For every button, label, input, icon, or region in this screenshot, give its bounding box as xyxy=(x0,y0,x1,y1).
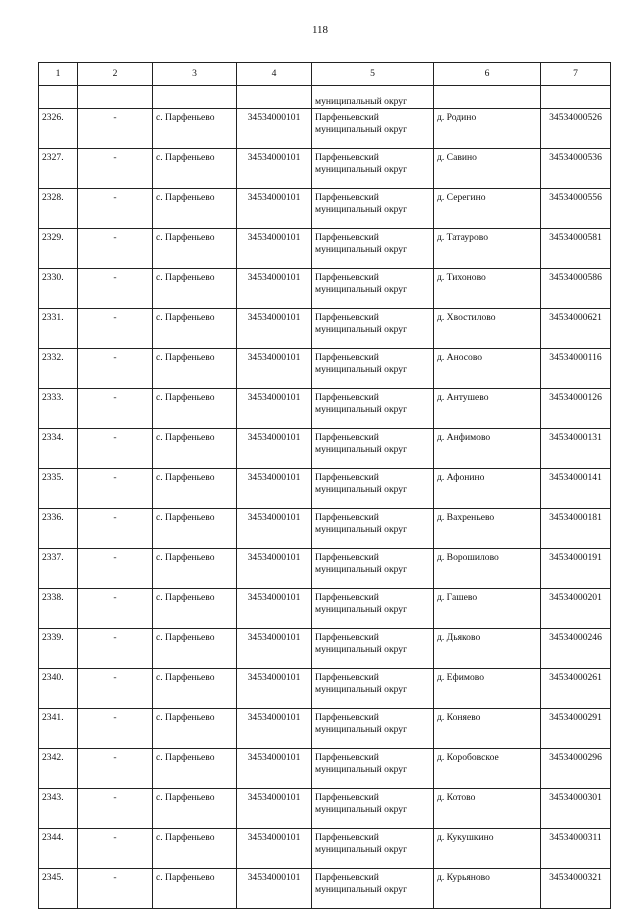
settlement-cell: с. Парфеньево xyxy=(153,269,237,309)
place-cell: д. Афонино xyxy=(434,469,541,509)
settlement-cell: с. Парфеньево xyxy=(153,869,237,909)
table-row xyxy=(39,349,611,389)
district-cell: Парфеньевский муниципальный округ xyxy=(312,189,434,229)
continuation-cell xyxy=(541,86,611,109)
row-number-cell: 2345. xyxy=(39,869,78,909)
table-row xyxy=(39,229,611,269)
settlement-code-cell: 34534000101 xyxy=(237,189,312,229)
settlement-code-cell: 34534000101 xyxy=(237,149,312,189)
settlement-cell: с. Парфеньево xyxy=(153,549,237,589)
place-cell: д. Анфимово xyxy=(434,429,541,469)
settlement-cell: с. Парфеньево xyxy=(153,389,237,429)
header-cell-7: 7 xyxy=(541,63,611,86)
settlement-cell: с. Парфеньево xyxy=(153,749,237,789)
settlement-code-cell: 34534000101 xyxy=(237,429,312,469)
table-row xyxy=(39,709,611,749)
row-number-cell: 2332. xyxy=(39,349,78,389)
table-row xyxy=(39,589,611,629)
table-row xyxy=(39,749,611,789)
settlement-code-cell: 34534000101 xyxy=(237,749,312,789)
column-2-cell: - xyxy=(78,709,153,749)
place-code-cell: 34534000296 xyxy=(541,749,611,789)
table-row xyxy=(39,469,611,509)
settlement-code-cell: 34534000101 xyxy=(237,469,312,509)
settlement-cell: с. Парфеньево xyxy=(153,829,237,869)
table-body xyxy=(39,86,611,909)
table-row xyxy=(39,829,611,869)
district-cell: Парфеньевский муниципальный округ xyxy=(312,429,434,469)
column-2-cell: - xyxy=(78,109,153,149)
table-row xyxy=(39,109,611,149)
column-2-cell: - xyxy=(78,429,153,469)
table-row xyxy=(39,869,611,909)
district-cell: Парфеньевский муниципальный округ xyxy=(312,229,434,269)
settlement-cell: с. Парфеньево xyxy=(153,309,237,349)
column-2-cell: - xyxy=(78,509,153,549)
district-cell: Парфеньевский муниципальный округ xyxy=(312,509,434,549)
page-number: 118 xyxy=(311,24,329,36)
place-cell: д. Аносово xyxy=(434,349,541,389)
settlement-cell: с. Парфеньево xyxy=(153,509,237,549)
continuation-cell xyxy=(78,86,153,109)
place-cell: д. Ефимово xyxy=(434,669,541,709)
continuation-row xyxy=(39,86,611,109)
settlement-code-cell: 34534000101 xyxy=(237,269,312,309)
column-2-cell: - xyxy=(78,789,153,829)
column-2-cell: - xyxy=(78,589,153,629)
place-code-cell: 34534000311 xyxy=(541,829,611,869)
district-cell: Парфеньевский муниципальный округ xyxy=(312,709,434,749)
table-row xyxy=(39,509,611,549)
row-number-cell: 2328. xyxy=(39,189,78,229)
row-number-cell: 2327. xyxy=(39,149,78,189)
settlement-cell: с. Парфеньево xyxy=(153,469,237,509)
settlement-code-cell: 34534000101 xyxy=(237,509,312,549)
place-cell: д. Татаурово xyxy=(434,229,541,269)
place-cell: д. Вахреньево xyxy=(434,509,541,549)
header-cell-3: 3 xyxy=(153,63,237,86)
district-cell: Парфеньевский муниципальный округ xyxy=(312,589,434,629)
place-cell: д. Хвостилово xyxy=(434,309,541,349)
place-code-cell: 34534000621 xyxy=(541,309,611,349)
continuation-district-cell: муниципальный округ xyxy=(312,86,434,109)
column-2-cell: - xyxy=(78,269,153,309)
settlement-code-cell: 34534000101 xyxy=(237,829,312,869)
place-code-cell: 34534000261 xyxy=(541,669,611,709)
place-code-cell: 34534000246 xyxy=(541,629,611,669)
table-header xyxy=(39,63,611,86)
column-2-cell: - xyxy=(78,829,153,869)
row-number-cell: 2331. xyxy=(39,309,78,349)
row-number-cell: 2338. xyxy=(39,589,78,629)
row-number-cell: 2337. xyxy=(39,549,78,589)
district-cell: Парфеньевский муниципальный округ xyxy=(312,829,434,869)
settlement-code-cell: 34534000101 xyxy=(237,309,312,349)
settlement-code-cell: 34534000101 xyxy=(237,229,312,269)
place-code-cell: 34534000131 xyxy=(541,429,611,469)
header-cell-2: 2 xyxy=(78,63,153,86)
settlement-cell: с. Парфеньево xyxy=(153,189,237,229)
place-cell: д. Антушево xyxy=(434,389,541,429)
row-number-cell: 2330. xyxy=(39,269,78,309)
place-cell: д. Савино xyxy=(434,149,541,189)
settlement-cell: с. Парфеньево xyxy=(153,589,237,629)
column-2-cell: - xyxy=(78,189,153,229)
settlement-code-cell: 34534000101 xyxy=(237,789,312,829)
row-number-cell: 2329. xyxy=(39,229,78,269)
place-code-cell: 34534000181 xyxy=(541,509,611,549)
row-number-cell: 2344. xyxy=(39,829,78,869)
row-number-cell: 2341. xyxy=(39,709,78,749)
row-number-cell: 2340. xyxy=(39,669,78,709)
district-cell: Парфеньевский муниципальный округ xyxy=(312,629,434,669)
settlement-cell: с. Парфеньево xyxy=(153,109,237,149)
settlement-code-cell: 34534000101 xyxy=(237,109,312,149)
place-cell: д. Коробовское xyxy=(434,749,541,789)
column-2-cell: - xyxy=(78,229,153,269)
settlement-code-cell: 34534000101 xyxy=(237,349,312,389)
district-cell: Парфеньевский муниципальный округ xyxy=(312,789,434,829)
place-code-cell: 34534000321 xyxy=(541,869,611,909)
place-cell: д. Кукушкино xyxy=(434,829,541,869)
settlement-cell: с. Парфеньево xyxy=(153,789,237,829)
column-2-cell: - xyxy=(78,149,153,189)
settlement-code-cell: 34534000101 xyxy=(237,589,312,629)
place-code-cell: 34534000291 xyxy=(541,709,611,749)
district-cell: Парфеньевский муниципальный округ xyxy=(312,109,434,149)
place-code-cell: 34534000201 xyxy=(541,589,611,629)
table-row xyxy=(39,269,611,309)
continuation-cell xyxy=(237,86,312,109)
district-cell: Парфеньевский муниципальный округ xyxy=(312,549,434,589)
row-number-cell: 2339. xyxy=(39,629,78,669)
header-cell-6: 6 xyxy=(434,63,541,86)
settlement-cell: с. Парфеньево xyxy=(153,669,237,709)
row-number-cell: 2336. xyxy=(39,509,78,549)
row-number-cell: 2343. xyxy=(39,789,78,829)
settlement-cell: с. Парфеньево xyxy=(153,229,237,269)
table-row xyxy=(39,669,611,709)
column-2-cell: - xyxy=(78,869,153,909)
continuation-cell xyxy=(153,86,237,109)
district-cell: Парфеньевский муниципальный округ xyxy=(312,149,434,189)
table-row xyxy=(39,189,611,229)
place-code-cell: 34534000141 xyxy=(541,469,611,509)
settlement-cell: с. Парфеньево xyxy=(153,149,237,189)
district-cell: Парфеньевский муниципальный округ xyxy=(312,669,434,709)
table-row xyxy=(39,629,611,669)
settlement-cell: с. Парфеньево xyxy=(153,629,237,669)
column-2-cell: - xyxy=(78,549,153,589)
column-2-cell: - xyxy=(78,669,153,709)
place-code-cell: 34534000301 xyxy=(541,789,611,829)
settlement-cell: с. Парфеньево xyxy=(153,709,237,749)
district-cell: Парфеньевский муниципальный округ xyxy=(312,469,434,509)
settlement-code-cell: 34534000101 xyxy=(237,389,312,429)
column-2-cell: - xyxy=(78,629,153,669)
place-cell: д. Серегино xyxy=(434,189,541,229)
place-cell: д. Родино xyxy=(434,109,541,149)
settlement-cell: с. Парфеньево xyxy=(153,349,237,389)
place-code-cell: 34534000556 xyxy=(541,189,611,229)
table-row xyxy=(39,389,611,429)
district-cell: Парфеньевский муниципальный округ xyxy=(312,269,434,309)
header-row xyxy=(39,63,611,86)
place-code-cell: 34534000116 xyxy=(541,349,611,389)
header-cell-4: 4 xyxy=(237,63,312,86)
table-row xyxy=(39,789,611,829)
header-cell-1: 1 xyxy=(39,63,78,86)
place-code-cell: 34534000191 xyxy=(541,549,611,589)
place-code-cell: 34534000126 xyxy=(541,389,611,429)
table-row xyxy=(39,149,611,189)
district-cell: Парфеньевский муниципальный округ xyxy=(312,349,434,389)
place-code-cell: 34534000586 xyxy=(541,269,611,309)
settlement-code-cell: 34534000101 xyxy=(237,629,312,669)
table-row xyxy=(39,549,611,589)
column-2-cell: - xyxy=(78,349,153,389)
table-row xyxy=(39,429,611,469)
place-code-cell: 34534000581 xyxy=(541,229,611,269)
column-2-cell: - xyxy=(78,469,153,509)
district-cell: Парфеньевский муниципальный округ xyxy=(312,749,434,789)
place-cell: д. Тихоново xyxy=(434,269,541,309)
settlement-cell: с. Парфеньево xyxy=(153,429,237,469)
column-2-cell: - xyxy=(78,749,153,789)
column-2-cell: - xyxy=(78,309,153,349)
row-number-cell: 2342. xyxy=(39,749,78,789)
continuation-cell xyxy=(39,86,78,109)
continuation-cell xyxy=(434,86,541,109)
place-cell: д. Гашево xyxy=(434,589,541,629)
place-cell: д. Ворошилово xyxy=(434,549,541,589)
district-cell: Парфеньевский муниципальный округ xyxy=(312,389,434,429)
row-number-cell: 2333. xyxy=(39,389,78,429)
settlement-code-cell: 34534000101 xyxy=(237,709,312,749)
place-cell: д. Коняево xyxy=(434,709,541,749)
settlement-code-cell: 34534000101 xyxy=(237,869,312,909)
place-code-cell: 34534000526 xyxy=(541,109,611,149)
place-cell: д. Курьяново xyxy=(434,869,541,909)
row-number-cell: 2326. xyxy=(39,109,78,149)
settlement-code-cell: 34534000101 xyxy=(237,669,312,709)
place-code-cell: 34534000536 xyxy=(541,149,611,189)
column-2-cell: - xyxy=(78,389,153,429)
row-number-cell: 2334. xyxy=(39,429,78,469)
place-cell: д. Котово xyxy=(434,789,541,829)
district-cell: Парфеньевский муниципальный округ xyxy=(312,309,434,349)
header-cell-5: 5 xyxy=(312,63,434,86)
registry-table xyxy=(38,62,611,909)
table-row xyxy=(39,309,611,349)
place-cell: д. Дьяково xyxy=(434,629,541,669)
settlement-code-cell: 34534000101 xyxy=(237,549,312,589)
district-cell: Парфеньевский муниципальный округ xyxy=(312,869,434,909)
row-number-cell: 2335. xyxy=(39,469,78,509)
